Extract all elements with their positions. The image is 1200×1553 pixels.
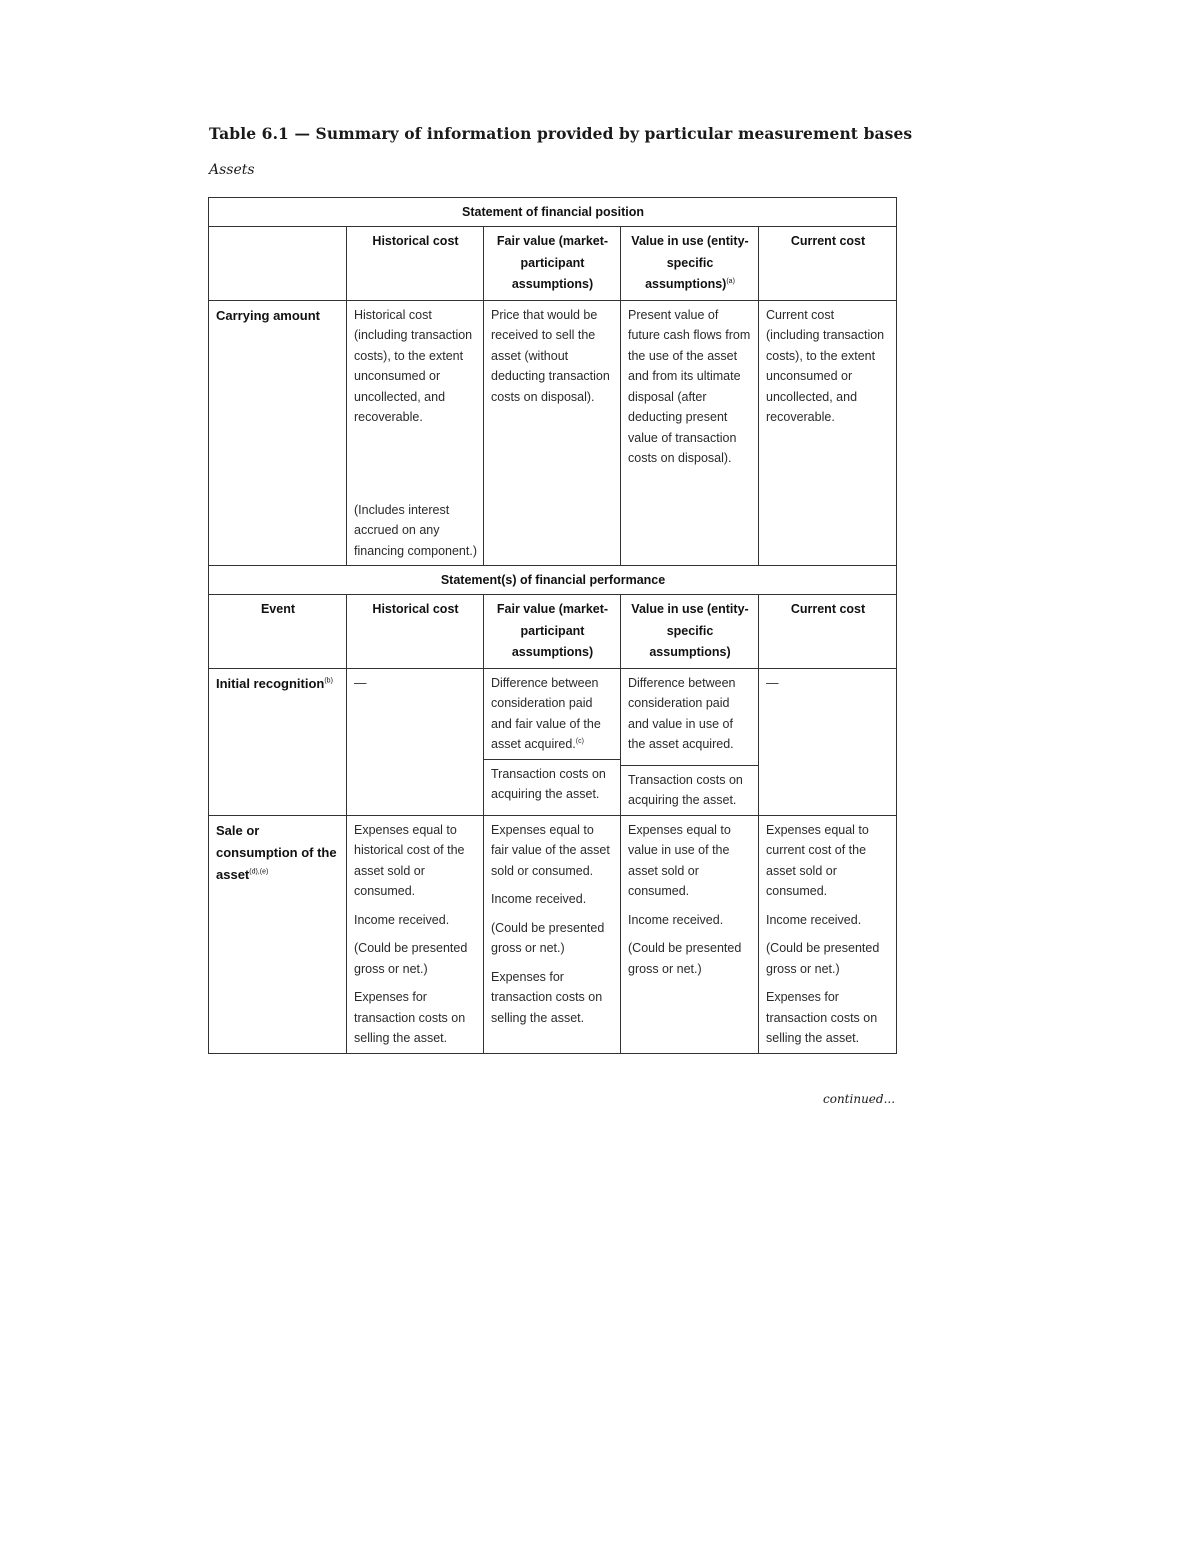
- sale-current-cost-line: Expenses equal to current cost of the asset sold or consumed.: [766, 822, 869, 898]
- row-carrying-amount: [209, 300, 897, 566]
- column-header-row-2: [209, 595, 897, 669]
- cell-spacer: [628, 755, 752, 761]
- cell-divider: [621, 765, 758, 766]
- initial-fair-value-difference: Difference between consideration paid and fair value of the asset acquired.: [491, 675, 601, 751]
- row-label-initial-recognition: [209, 668, 347, 815]
- cell-sale-historical: [347, 815, 484, 1053]
- cell-carrying-value-in-use: Present value of future cash flows from the use of the asset and from its ultimate disposal (after deducting present value of transaction costs on disposal).: [621, 300, 759, 566]
- initial-value-in-use-text-1: Difference between consideration paid and value in use of the asset acquired.: [628, 675, 736, 751]
- sale-historical-line: (Could be presented gross or net.): [354, 941, 468, 976]
- sale-current-cost-line: Expenses for transaction costs on selling the asset.: [766, 990, 878, 1045]
- section-row-performance: [209, 566, 897, 595]
- section-row-position: [209, 198, 897, 227]
- footnote-ref-a: (a): [726, 277, 735, 285]
- col-header-event: Event: [209, 595, 347, 669]
- sale-value-in-use-line: Expenses equal to value in use of the asset sold or consumed.: [628, 822, 731, 898]
- col-header-historical-cost-2: Historical cost: [347, 595, 484, 669]
- initial-fair-value-text-2: Transaction costs on acquiring the asset.: [491, 766, 606, 801]
- sale-fair-value-line: Expenses for transaction costs on selling the asset.: [491, 969, 603, 1025]
- section-heading-performance: Statement(s) of financial performance: [209, 566, 897, 595]
- cell-sale-fair-value: [484, 815, 621, 1053]
- col-header-current-cost-2: Current cost: [759, 595, 897, 669]
- column-header-row: [209, 227, 897, 301]
- sale-label-text: Sale or consumption of the asset: [216, 822, 337, 882]
- table-subtitle: Assets: [209, 162, 255, 178]
- initial-recognition-label-text: Initial recognition: [216, 675, 325, 691]
- cell-carrying-historical: [347, 300, 484, 566]
- carrying-historical-note: (Includes interest accrued on any financing component.): [354, 502, 477, 558]
- cell-sale-value-in-use: [621, 815, 759, 1053]
- cell-carrying-fair-value: Price that would be received to sell the asset (without deducting transaction costs on disposal).: [484, 300, 621, 566]
- continued-note: continued...: [823, 1092, 896, 1106]
- sale-historical-line: Income received.: [354, 912, 450, 927]
- table-title: Table 6.1 — Summary of information provided by particular measurement bases: [209, 124, 913, 143]
- row-label-sale-or-consumption: [209, 815, 347, 1053]
- section-heading-position: Statement of financial position: [209, 198, 897, 227]
- col-header-value-in-use-text: Value in use (entity-specific assumptions): [631, 234, 749, 291]
- col-header-value-in-use-2: Value in use (entity-specific assumptions): [621, 595, 759, 669]
- initial-value-in-use-text-2: Transaction costs on acquiring the asset.: [628, 772, 743, 807]
- footnote-ref-d-e: (d),(e): [249, 868, 269, 876]
- col-header-fair-value-2: Fair value (market-participant assumptions): [484, 595, 621, 669]
- col-header-current-cost: Current cost: [759, 227, 897, 301]
- cell-initial-value-in-use: [621, 668, 759, 815]
- sale-historical-line: Expenses equal to historical cost of the asset sold or consumed.: [354, 822, 465, 898]
- cell-initial-current-cost: —: [759, 668, 897, 815]
- sale-fair-value-line: (Could be presented gross or net.): [491, 920, 605, 955]
- sale-historical-line: Expenses for transaction costs on selling the asset.: [354, 990, 466, 1045]
- col-header-value-in-use: [621, 227, 759, 301]
- sale-fair-value-line: Income received.: [491, 892, 587, 906]
- cell-initial-fair-value: [484, 668, 621, 815]
- cell-initial-historical: —: [347, 668, 484, 815]
- row-initial-recognition: [209, 668, 897, 815]
- cell-carrying-current-cost: Current cost (including transaction costs), to the extent unconsumed or uncollected, and recoverable.: [759, 300, 897, 566]
- sale-value-in-use-line: (Could be presented gross or net.): [628, 941, 742, 976]
- sale-fair-value-line: Expenses equal to fair value of the asset sold or consumed.: [491, 822, 610, 878]
- measurement-bases-table: [208, 197, 897, 1054]
- cell-spacer: [354, 428, 477, 500]
- sale-value-in-use-line: Income received.: [628, 912, 724, 927]
- initial-fair-value-text-1: [491, 673, 614, 755]
- footnote-ref-c: (c): [575, 737, 584, 745]
- empty-corner-cell: [209, 227, 347, 301]
- row-sale-or-consumption: [209, 815, 897, 1053]
- cell-divider: [484, 759, 620, 760]
- cell-sale-current-cost: [759, 815, 897, 1053]
- sale-current-cost-line: Income received.: [766, 912, 862, 927]
- carrying-historical-text: Historical cost (including transaction costs), to the extent unconsumed or uncollected, and recoverable.: [354, 307, 473, 424]
- footnote-ref-b: (b): [324, 677, 333, 685]
- row-label-carrying-amount: Carrying amount: [209, 300, 347, 566]
- col-header-fair-value: Fair value (market-participant assumptions): [484, 227, 621, 301]
- sale-current-cost-line: (Could be presented gross or net.): [766, 941, 880, 976]
- col-header-historical-cost: Historical cost: [347, 227, 484, 301]
